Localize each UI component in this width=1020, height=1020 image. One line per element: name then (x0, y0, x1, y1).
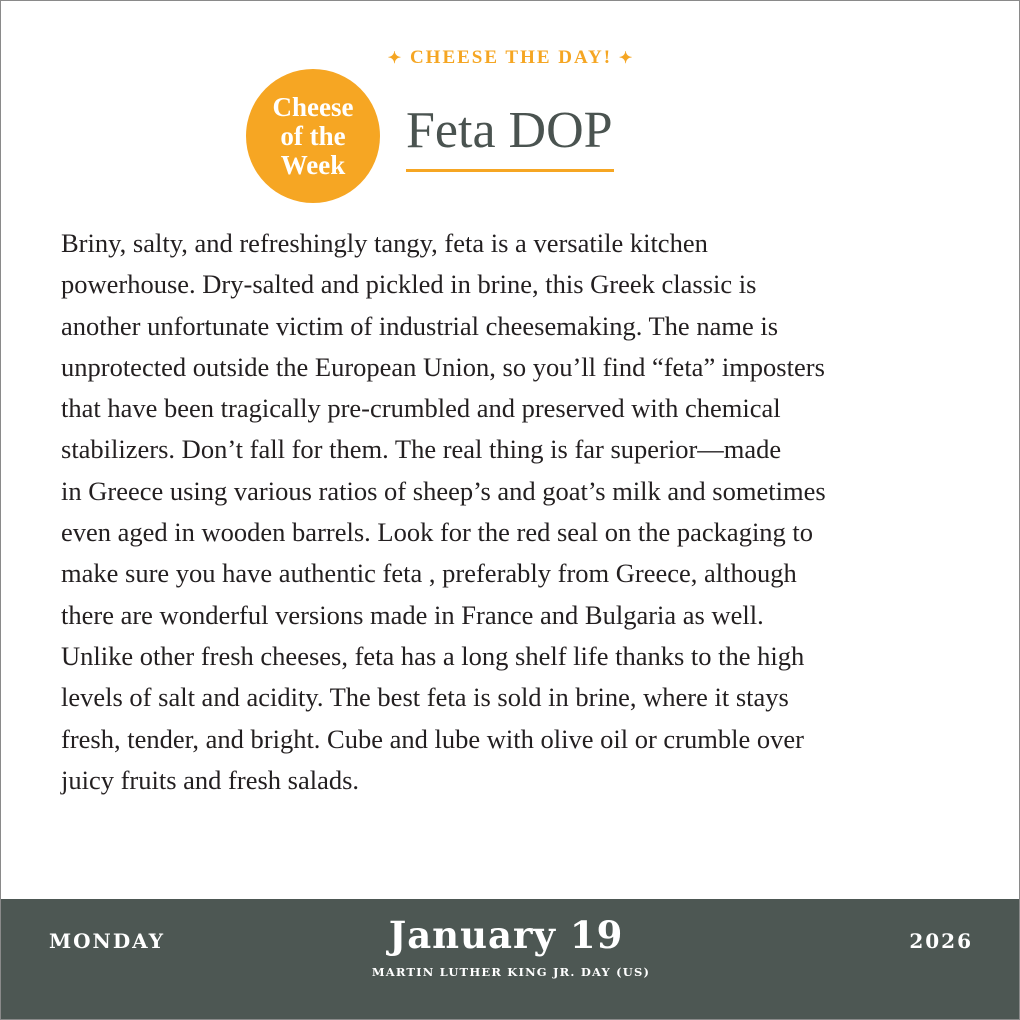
badge-line: Week (280, 149, 346, 180)
badge-line: Cheese (272, 91, 354, 122)
paragraph-line: make sure you have authentic feta , preferably from Greece, although (61, 558, 797, 589)
day-of-week: MONDAY (49, 929, 165, 953)
cheese-title: Feta DOP (406, 102, 613, 159)
paragraph-line: even aged in wooden barrels. Look for the red seal on the packaging to (61, 517, 814, 548)
kicker-text: CHEESE THE DAY! (409, 47, 613, 68)
paragraph-line: Unlike other fresh cheeses, feta has a long shelf life thanks to the high (61, 640, 805, 671)
description-paragraph (61, 223, 971, 801)
paragraph-line: in Greece using various ratios of sheep’s and goat’s milk and sometimes (61, 475, 826, 506)
paragraph-line: fresh, tender, and bright. Cube and lube with olive oil or crumble over (61, 723, 804, 754)
kicker-heading (381, 47, 641, 69)
paragraph-line: juicy fruits and fresh salads. (61, 764, 360, 795)
title-underline (406, 169, 614, 172)
paragraph-line: unprotected outside the European Union, so you’ll find “feta” imposters (61, 351, 825, 382)
paragraph-line: powerhouse. Dry-salted and pickled in brine, this Greek classic is (61, 269, 757, 300)
star-right-icon: ✦ (618, 50, 635, 67)
paragraph-line: another unfortunate victim of industrial cheesemaking. The name is (61, 310, 779, 341)
paragraph-line: levels of salt and acidity. The best feta is sold in brine, where it stays (61, 682, 789, 713)
date-footer (1, 899, 1020, 1020)
cheese-of-the-week-badge (246, 69, 380, 203)
paragraph-line: that have been tragically pre-crumbled and preserved with chemical (61, 393, 781, 424)
calendar-year: 2026 (909, 929, 973, 953)
paragraph-line: there are wonderful versions made in France and Bulgaria as well. (61, 599, 764, 630)
paragraph-line: Briny, salty, and refreshingly tangy, feta is a versatile kitchen (61, 228, 708, 258)
badge-line: of the (280, 120, 346, 151)
calendar-date: January 19 (388, 913, 624, 957)
holiday-label: MARTIN LUTHER KING JR. DAY (US) (371, 965, 651, 979)
star-left-icon: ✦ (387, 50, 404, 67)
paragraph-line: stabilizers. Don’t fall for them. The real thing is far superior—made (61, 434, 782, 465)
